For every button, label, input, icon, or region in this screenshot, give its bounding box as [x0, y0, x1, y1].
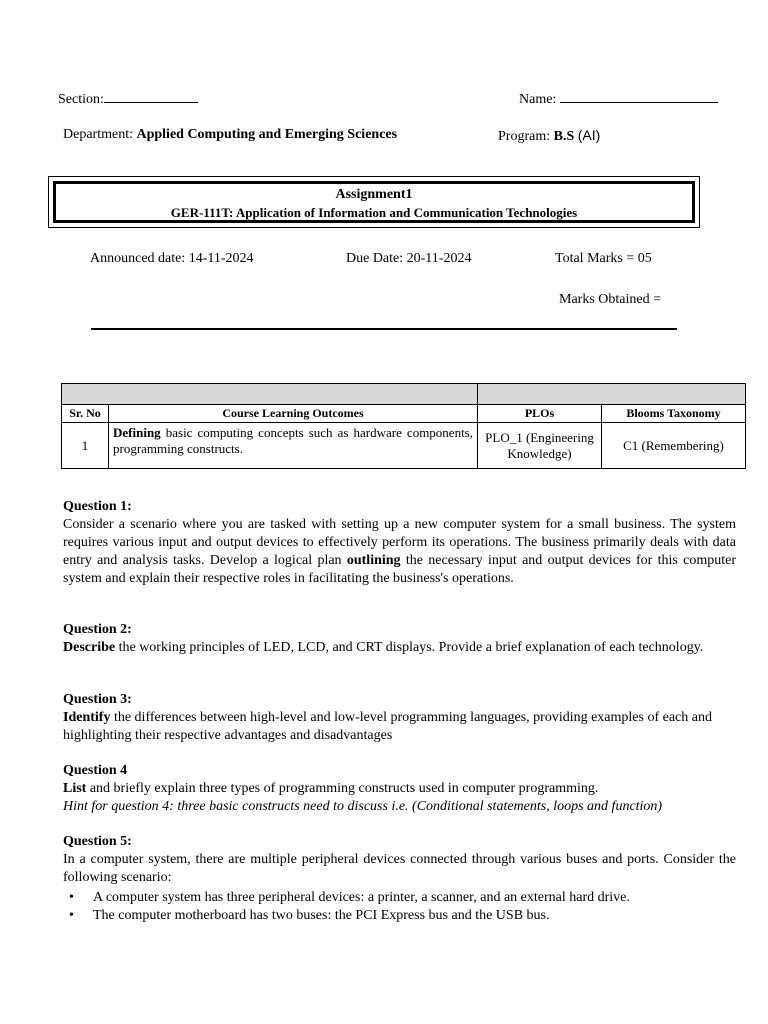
question-1	[63, 498, 736, 588]
question-title: Question 3:	[63, 692, 132, 707]
question-keyword: Identify	[63, 710, 111, 725]
question-text: the working principles of LED, LCD, and CRT displays. Provide a brief explanation of each technology.	[115, 640, 704, 655]
assignment-banner-inner	[53, 181, 695, 223]
shaded-cell	[62, 384, 478, 405]
question-body: In a computer system, there are multiple peripheral devices connected through various buses and ports. Consider the following scenario:	[63, 852, 736, 885]
question-text: the necessary input and output devices for this computer system and explain their respective roles in facilitating the business's operations.	[63, 553, 736, 586]
col-header-plos: PLOs	[478, 405, 602, 423]
program-label: Program:	[498, 129, 551, 144]
question-title: Question 4	[63, 763, 128, 778]
shaded-cell	[478, 384, 746, 405]
assignment-title: Assignment1	[335, 187, 413, 202]
program-degree: B.S	[553, 129, 575, 144]
table-header-row	[62, 405, 746, 423]
program-spec: (AI)	[577, 127, 601, 143]
announced-date: Announced date: 14-11-2024	[90, 251, 254, 266]
question-keyword: List	[63, 781, 87, 796]
question-title: Question 2:	[63, 622, 132, 637]
question-body	[63, 709, 736, 745]
section-field	[58, 88, 198, 108]
question-body	[63, 516, 736, 588]
plo-cell: PLO_1 (Engineering Knowledge)	[478, 423, 602, 469]
blooms-cell: C1 (Remembering)	[602, 423, 746, 469]
sr-cell: 1	[62, 423, 109, 469]
course-title: GER-111T: Application of Information and Communication Technologies	[170, 205, 578, 220]
question-3	[63, 691, 736, 745]
section-label: Section:	[58, 92, 104, 107]
name-label: Name:	[519, 92, 557, 107]
department-line	[63, 127, 397, 143]
header-divider	[91, 328, 677, 330]
program-line	[498, 127, 600, 145]
outcome-verb: Defining	[113, 425, 161, 440]
outcome-cell	[109, 423, 478, 469]
question-hint: Hint for question 4: three basic constructs need to discuss i.e. (Conditional statements, loops and function)	[63, 799, 663, 814]
question-body	[63, 780, 736, 798]
table-shaded-row	[62, 384, 746, 405]
name-field	[519, 88, 718, 108]
marks-obtained: Marks Obtained =	[559, 292, 661, 307]
section-blank-line	[104, 88, 198, 103]
name-blank-line	[560, 88, 718, 103]
question-body	[63, 639, 736, 657]
scenario-list	[63, 889, 736, 925]
question-text: Consider a scenario where you are tasked with setting up a new computer system for a small business. The system requires various input and output devices to effectively perform its operations. The business primarily deals with data entry and analysis tasks. Develop a logical plan	[63, 517, 736, 568]
question-5	[63, 833, 736, 925]
col-header-sr: Sr. No	[62, 405, 109, 423]
assignment-banner	[48, 176, 700, 228]
clo-table	[61, 383, 746, 469]
question-title: Question 5:	[63, 834, 132, 849]
question-keyword: Describe	[63, 640, 116, 655]
question-2	[63, 621, 736, 657]
due-date: Due Date: 20-11-2024	[346, 251, 472, 266]
outcome-text: basic computing concepts such as hardware components, programming constructs.	[113, 425, 473, 456]
question-title: Question 1:	[63, 499, 132, 514]
department-value: Applied Computing and Emerging Sciences	[136, 127, 398, 142]
list-item: • A computer system has three peripheral devices: a printer, a scanner, and an external hard drive.	[63, 889, 736, 907]
total-marks: Total Marks = 05	[555, 251, 652, 266]
question-4	[63, 762, 736, 816]
col-header-blooms: Blooms Taxonomy	[602, 405, 746, 423]
question-keyword: outlining	[346, 553, 401, 568]
list-item: • The computer motherboard has two buses: the PCI Express bus and the USB bus.	[63, 907, 736, 925]
question-text: the differences between high-level and low-level programming languages, providing examples of each and highlighting their respective advantages and disadvantages	[63, 710, 712, 743]
department-label: Department:	[63, 127, 133, 142]
table-row	[62, 423, 746, 469]
col-header-outcomes: Course Learning Outcomes	[109, 405, 478, 423]
question-text: and briefly explain three types of programming constructs used in computer programming.	[86, 781, 599, 796]
